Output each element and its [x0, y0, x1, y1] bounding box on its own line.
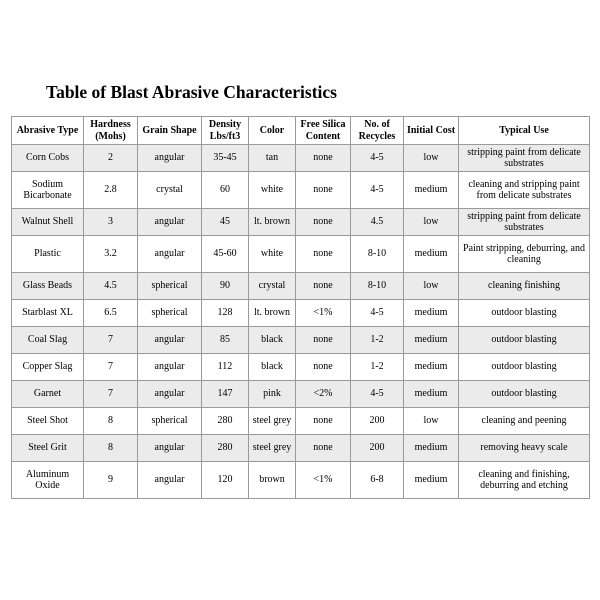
cell-recycles: 200: [351, 408, 404, 435]
cell-hardness: 6.5: [84, 300, 138, 327]
cell-typical-use: outdoor blasting: [459, 354, 590, 381]
cell-color: steel grey: [249, 435, 296, 462]
cell-abrasive-type: Aluminum Oxide: [12, 462, 84, 499]
table-row: [12, 462, 590, 499]
cell-color: crystal: [249, 273, 296, 300]
cell-abrasive-type: Steel Shot: [12, 408, 84, 435]
cell-hardness: 7: [84, 381, 138, 408]
cell-abrasive-type: Glass Beads: [12, 273, 84, 300]
cell-initial-cost: low: [404, 209, 459, 236]
cell-initial-cost: medium: [404, 172, 459, 209]
cell-grain-shape: spherical: [138, 300, 202, 327]
cell-grain-shape: angular: [138, 381, 202, 408]
cell-abrasive-type: Garnet: [12, 381, 84, 408]
cell-typical-use: outdoor blasting: [459, 381, 590, 408]
cell-abrasive-type: Sodium Bicarbonate: [12, 172, 84, 209]
cell-typical-use: cleaning and peening: [459, 408, 590, 435]
cell-abrasive-type: Steel Grit: [12, 435, 84, 462]
column-header-hardness: Hardness (Mohs): [84, 117, 138, 145]
cell-density: 45-60: [202, 236, 249, 273]
cell-abrasive-type: Starblast XL: [12, 300, 84, 327]
cell-recycles: 6-8: [351, 462, 404, 499]
table-row: [12, 300, 590, 327]
cell-grain-shape: angular: [138, 435, 202, 462]
table-header-row: [12, 117, 590, 145]
cell-hardness: 2.8: [84, 172, 138, 209]
cell-density: 280: [202, 408, 249, 435]
cell-density: 280: [202, 435, 249, 462]
cell-free-silica: <1%: [296, 300, 351, 327]
cell-free-silica: <1%: [296, 462, 351, 499]
cell-abrasive-type: Plastic: [12, 236, 84, 273]
cell-recycles: 1-2: [351, 354, 404, 381]
cell-grain-shape: angular: [138, 462, 202, 499]
cell-free-silica: none: [296, 408, 351, 435]
cell-typical-use: stripping paint from delicate substrates: [459, 145, 590, 172]
cell-typical-use: outdoor blasting: [459, 327, 590, 354]
cell-density: 90: [202, 273, 249, 300]
cell-color: lt. brown: [249, 300, 296, 327]
table-row: [12, 145, 590, 172]
cell-free-silica: none: [296, 273, 351, 300]
table-row: [12, 209, 590, 236]
cell-free-silica: none: [296, 435, 351, 462]
cell-initial-cost: medium: [404, 354, 459, 381]
cell-free-silica: <2%: [296, 381, 351, 408]
cell-hardness: 8: [84, 408, 138, 435]
cell-color: brown: [249, 462, 296, 499]
cell-grain-shape: spherical: [138, 273, 202, 300]
cell-free-silica: none: [296, 236, 351, 273]
cell-grain-shape: angular: [138, 209, 202, 236]
cell-initial-cost: low: [404, 273, 459, 300]
cell-color: white: [249, 172, 296, 209]
cell-grain-shape: angular: [138, 327, 202, 354]
cell-hardness: 4.5: [84, 273, 138, 300]
cell-recycles: 4-5: [351, 145, 404, 172]
cell-density: 147: [202, 381, 249, 408]
cell-recycles: 8-10: [351, 273, 404, 300]
cell-hardness: 8: [84, 435, 138, 462]
cell-hardness: 7: [84, 327, 138, 354]
cell-free-silica: none: [296, 209, 351, 236]
cell-recycles: 200: [351, 435, 404, 462]
cell-abrasive-type: Copper Slag: [12, 354, 84, 381]
column-header-initial-cost: Initial Cost: [404, 117, 459, 145]
table-row: [12, 435, 590, 462]
cell-density: 112: [202, 354, 249, 381]
column-header-color: Color: [249, 117, 296, 145]
cell-free-silica: none: [296, 327, 351, 354]
cell-color: black: [249, 354, 296, 381]
cell-typical-use: cleaning finishing: [459, 273, 590, 300]
cell-abrasive-type: Walnut Shell: [12, 209, 84, 236]
table-row: [12, 354, 590, 381]
cell-recycles: 4-5: [351, 381, 404, 408]
cell-color: lt. brown: [249, 209, 296, 236]
cell-grain-shape: angular: [138, 236, 202, 273]
cell-hardness: 7: [84, 354, 138, 381]
cell-grain-shape: angular: [138, 145, 202, 172]
cell-color: pink: [249, 381, 296, 408]
cell-color: tan: [249, 145, 296, 172]
cell-free-silica: none: [296, 172, 351, 209]
cell-recycles: 1-2: [351, 327, 404, 354]
page-title: Table of Blast Abrasive Characteristics: [46, 82, 337, 102]
cell-initial-cost: medium: [404, 300, 459, 327]
cell-typical-use: removing heavy scale: [459, 435, 590, 462]
cell-free-silica: none: [296, 354, 351, 381]
cell-typical-use: Paint stripping, deburring, and cleaning: [459, 236, 590, 273]
cell-typical-use: cleaning and stripping paint from delicate substrates: [459, 172, 590, 209]
cell-color: white: [249, 236, 296, 273]
cell-density: 128: [202, 300, 249, 327]
cell-initial-cost: medium: [404, 236, 459, 273]
cell-typical-use: stripping paint from delicate substrates: [459, 209, 590, 236]
cell-color: black: [249, 327, 296, 354]
table-row: [12, 327, 590, 354]
cell-recycles: 8-10: [351, 236, 404, 273]
column-header-free-silica: Free Silica Content: [296, 117, 351, 145]
column-header-grain-shape: Grain Shape: [138, 117, 202, 145]
cell-grain-shape: crystal: [138, 172, 202, 209]
cell-typical-use: cleaning and finishing, deburring and etching: [459, 462, 590, 499]
cell-abrasive-type: Coal Slag: [12, 327, 84, 354]
cell-hardness: 2: [84, 145, 138, 172]
cell-initial-cost: low: [404, 145, 459, 172]
cell-initial-cost: medium: [404, 327, 459, 354]
cell-density: 60: [202, 172, 249, 209]
table-row: [12, 273, 590, 300]
column-header-abrasive-type: Abrasive Type: [12, 117, 84, 145]
table-row: [12, 172, 590, 209]
cell-recycles: 4-5: [351, 300, 404, 327]
column-header-density: Density Lbs/ft3: [202, 117, 249, 145]
cell-hardness: 3: [84, 209, 138, 236]
cell-initial-cost: medium: [404, 381, 459, 408]
cell-density: 85: [202, 327, 249, 354]
table-body: [12, 145, 590, 499]
cell-grain-shape: spherical: [138, 408, 202, 435]
cell-initial-cost: medium: [404, 435, 459, 462]
cell-abrasive-type: Corn Cobs: [12, 145, 84, 172]
cell-recycles: 4-5: [351, 172, 404, 209]
cell-typical-use: outdoor blasting: [459, 300, 590, 327]
cell-density: 45: [202, 209, 249, 236]
cell-initial-cost: medium: [404, 462, 459, 499]
cell-hardness: 9: [84, 462, 138, 499]
table-row: [12, 236, 590, 273]
abrasive-table: [11, 116, 590, 499]
cell-grain-shape: angular: [138, 354, 202, 381]
cell-recycles: 4.5: [351, 209, 404, 236]
cell-color: steel grey: [249, 408, 296, 435]
column-header-typical-use: Typical Use: [459, 117, 590, 145]
column-header-recycles: No. of Recycles: [351, 117, 404, 145]
cell-density: 120: [202, 462, 249, 499]
cell-initial-cost: low: [404, 408, 459, 435]
cell-density: 35-45: [202, 145, 249, 172]
cell-free-silica: none: [296, 145, 351, 172]
table-row: [12, 381, 590, 408]
cell-hardness: 3.2: [84, 236, 138, 273]
table-row: [12, 408, 590, 435]
